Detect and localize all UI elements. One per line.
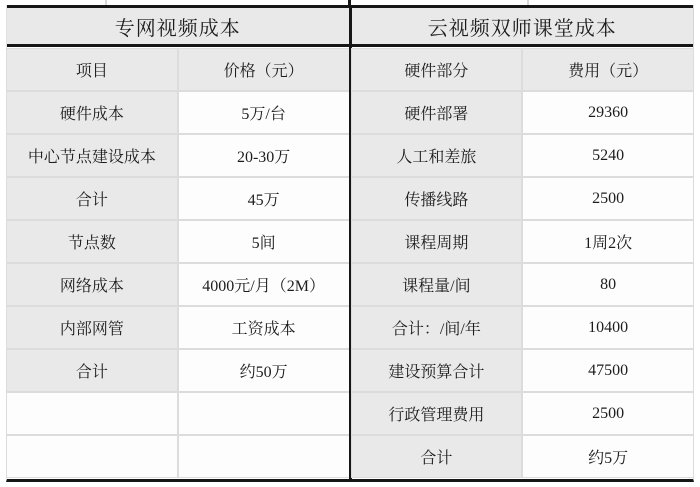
column-header-fee: 费用（元） — [523, 49, 693, 90]
table-row — [7, 307, 349, 348]
table-row — [352, 135, 694, 176]
table-row — [7, 92, 349, 133]
item-cell — [7, 436, 177, 477]
table-row — [352, 307, 694, 348]
item-cell: 人工和差旅 — [352, 135, 522, 176]
table-title-cloud-video: 云视频双师课堂成本 — [352, 5, 694, 47]
value-cell: 29360 — [523, 92, 693, 133]
value-cell: 5万/台 — [179, 92, 349, 133]
table-title-private-network: 专网视频成本 — [7, 5, 349, 47]
item-cell: 课程量/间 — [352, 264, 522, 305]
table-body — [352, 49, 694, 479]
item-cell: 网络成本 — [7, 264, 177, 305]
value-cell: 47500 — [523, 350, 693, 391]
table-header-row — [352, 49, 694, 90]
value-cell: 约5万 — [523, 436, 693, 477]
table-divider-mark — [348, 0, 351, 5]
value-cell: 工资成本 — [179, 307, 349, 348]
table-row — [352, 92, 694, 133]
value-cell: 2500 — [523, 393, 693, 434]
cloud-video-cost-table — [352, 5, 694, 479]
cost-comparison-table — [6, 0, 694, 482]
item-cell: 合计：/间/年 — [352, 307, 522, 348]
value-cell: 4000元/月（2M） — [179, 264, 349, 305]
item-cell: 节点数 — [7, 221, 177, 262]
item-cell: 合计 — [7, 178, 177, 219]
value-cell: 2500 — [523, 178, 693, 219]
table-row — [7, 178, 349, 219]
column-header-price: 价格（元） — [179, 49, 349, 90]
item-cell: 课程周期 — [352, 221, 522, 262]
table-row — [352, 436, 694, 477]
value-cell: 20-30万 — [179, 135, 349, 176]
table-body — [7, 49, 349, 479]
value-cell — [179, 436, 349, 477]
item-cell: 内部网管 — [7, 307, 177, 348]
table-row — [352, 350, 694, 391]
tables-grid — [6, 5, 694, 482]
value-cell: 约50万 — [179, 350, 349, 391]
private-network-cost-table — [7, 5, 349, 479]
column-divider-mark — [527, 0, 529, 5]
value-cell: 80 — [523, 264, 693, 305]
value-cell — [179, 393, 349, 434]
table-row — [352, 178, 694, 219]
table-row — [7, 393, 349, 434]
table-row — [7, 350, 349, 391]
table-row — [7, 264, 349, 305]
item-cell: 中心节点建设成本 — [7, 135, 177, 176]
value-cell: 45万 — [179, 178, 349, 219]
value-cell: 5240 — [523, 135, 693, 176]
item-cell: 建设预算合计 — [352, 350, 522, 391]
table-header-row — [7, 49, 349, 90]
table-row — [352, 393, 694, 434]
table-row — [352, 264, 694, 305]
value-cell: 10400 — [523, 307, 693, 348]
top-edge-strip — [6, 0, 694, 5]
table-row — [7, 221, 349, 262]
column-divider-mark — [105, 0, 107, 5]
item-cell: 传播线路 — [352, 178, 522, 219]
column-header-item: 项目 — [7, 49, 177, 90]
item-cell: 硬件部署 — [352, 92, 522, 133]
value-cell: 1周2次 — [523, 221, 693, 262]
value-cell: 5间 — [179, 221, 349, 262]
column-header-hardware: 硬件部分 — [352, 49, 522, 90]
item-cell: 行政管理费用 — [352, 393, 522, 434]
table-row — [7, 135, 349, 176]
table-row — [352, 221, 694, 262]
item-cell — [7, 393, 177, 434]
item-cell: 合计 — [7, 350, 177, 391]
item-cell: 硬件成本 — [7, 92, 177, 133]
table-row — [7, 436, 349, 477]
item-cell: 合计 — [352, 436, 522, 477]
